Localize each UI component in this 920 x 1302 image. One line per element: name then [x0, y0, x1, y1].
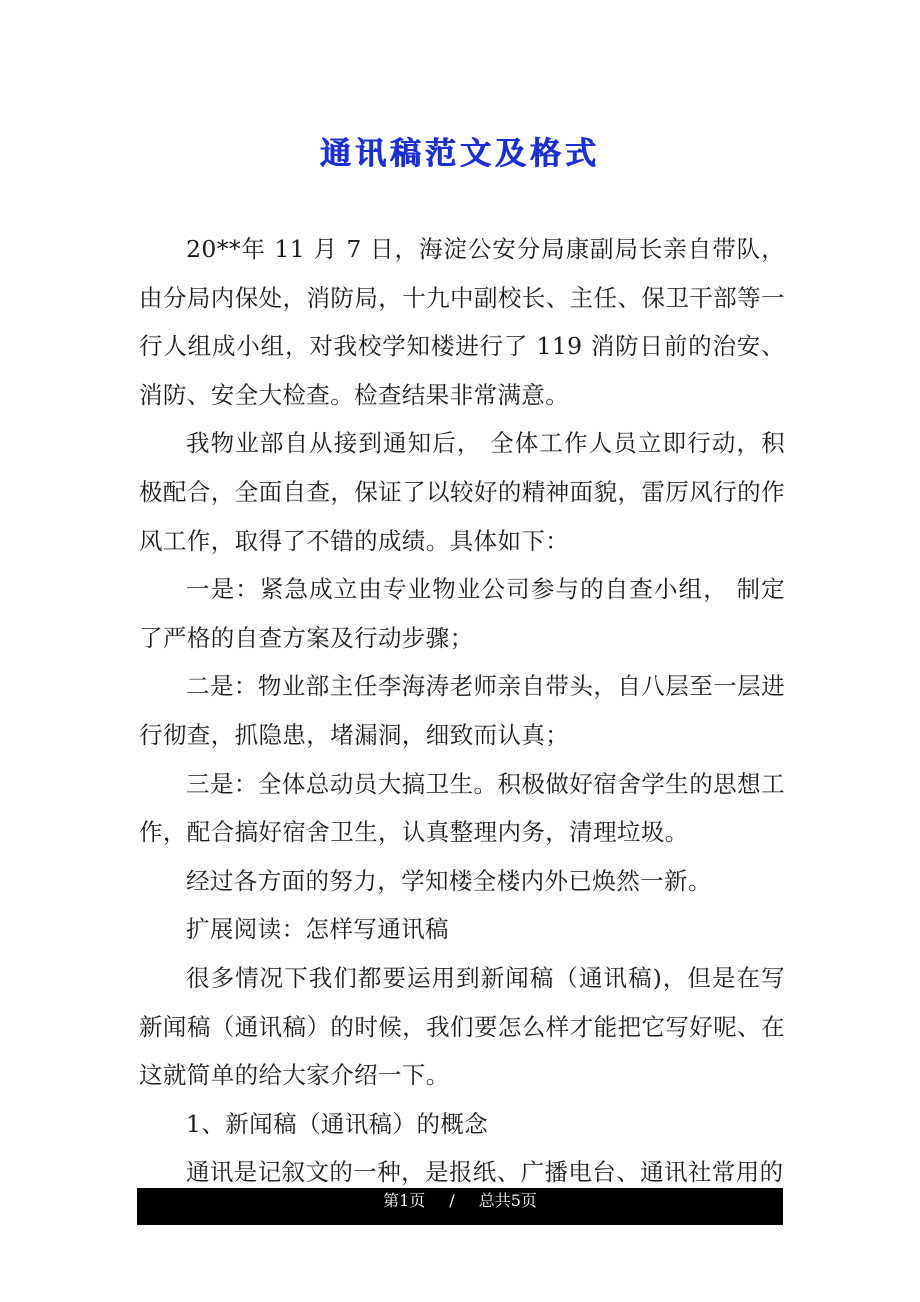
paragraph-9: 1、新闻稿（通讯稿）的概念 [186, 1109, 489, 1138]
document-title: 通讯稿范文及格式 [320, 136, 600, 172]
paragraph-6: 经过各方面的努力，学知楼全楼内外已焕然一新。 [186, 866, 712, 895]
page-footer [137, 1188, 783, 1225]
page-separator: / [449, 1191, 455, 1210]
total-pages: 总共5页 [478, 1191, 537, 1210]
paragraph-10: 通讯是记叙文的一种，是报纸、广播电台、通讯社常用的 [186, 1158, 784, 1187]
paragraph-8: 很多情况下我们都要运用到新闻稿（通讯稿)，但是在写新闻稿（通讯稿）的时候，我们要怎么样才能把它写好呢、在这就简单的给大家介绍一下。 [139, 963, 785, 1090]
paragraph-1: 20**年 11 月 7 日，海淀公安分局康副局长亲自带队，由分局内保处，消防局，十九中副校长、主任、保卫干部等一行人组成小组，对我校学知楼进行了 119 消防日前的治安、消防、安全大检查。检查结果非常满意。 [139, 235, 785, 409]
paragraph-2: 我物业部自从接到通知后， 全体工作人员立即行动，积极配合，全面自查，保证了以较好的精神面貌，雷厉风行的作风工作，取得了不错的成绩。具体如下： [139, 429, 785, 555]
document-body [139, 225, 785, 1197]
paragraph-4: 二是：物业部主任李海涛老师亲自带头，自八层至一层进行彻查，抓隐患，堵漏洞，细致而认真； [139, 672, 785, 749]
page-number: 第1页 [383, 1191, 426, 1210]
paragraph-3: 一是：紧急成立由专业物业公司参与的自查小组， 制定了严格的自查方案及行动步骤； [139, 575, 785, 652]
paragraph-7: 扩展阅读：怎样写通讯稿 [186, 915, 449, 944]
paragraph-5: 三是：全体总动员大搞卫生。积极做好宿舍学生的思想工作，配合搞好宿舍卫生，认真整理内务，清理垃圾。 [139, 769, 785, 847]
